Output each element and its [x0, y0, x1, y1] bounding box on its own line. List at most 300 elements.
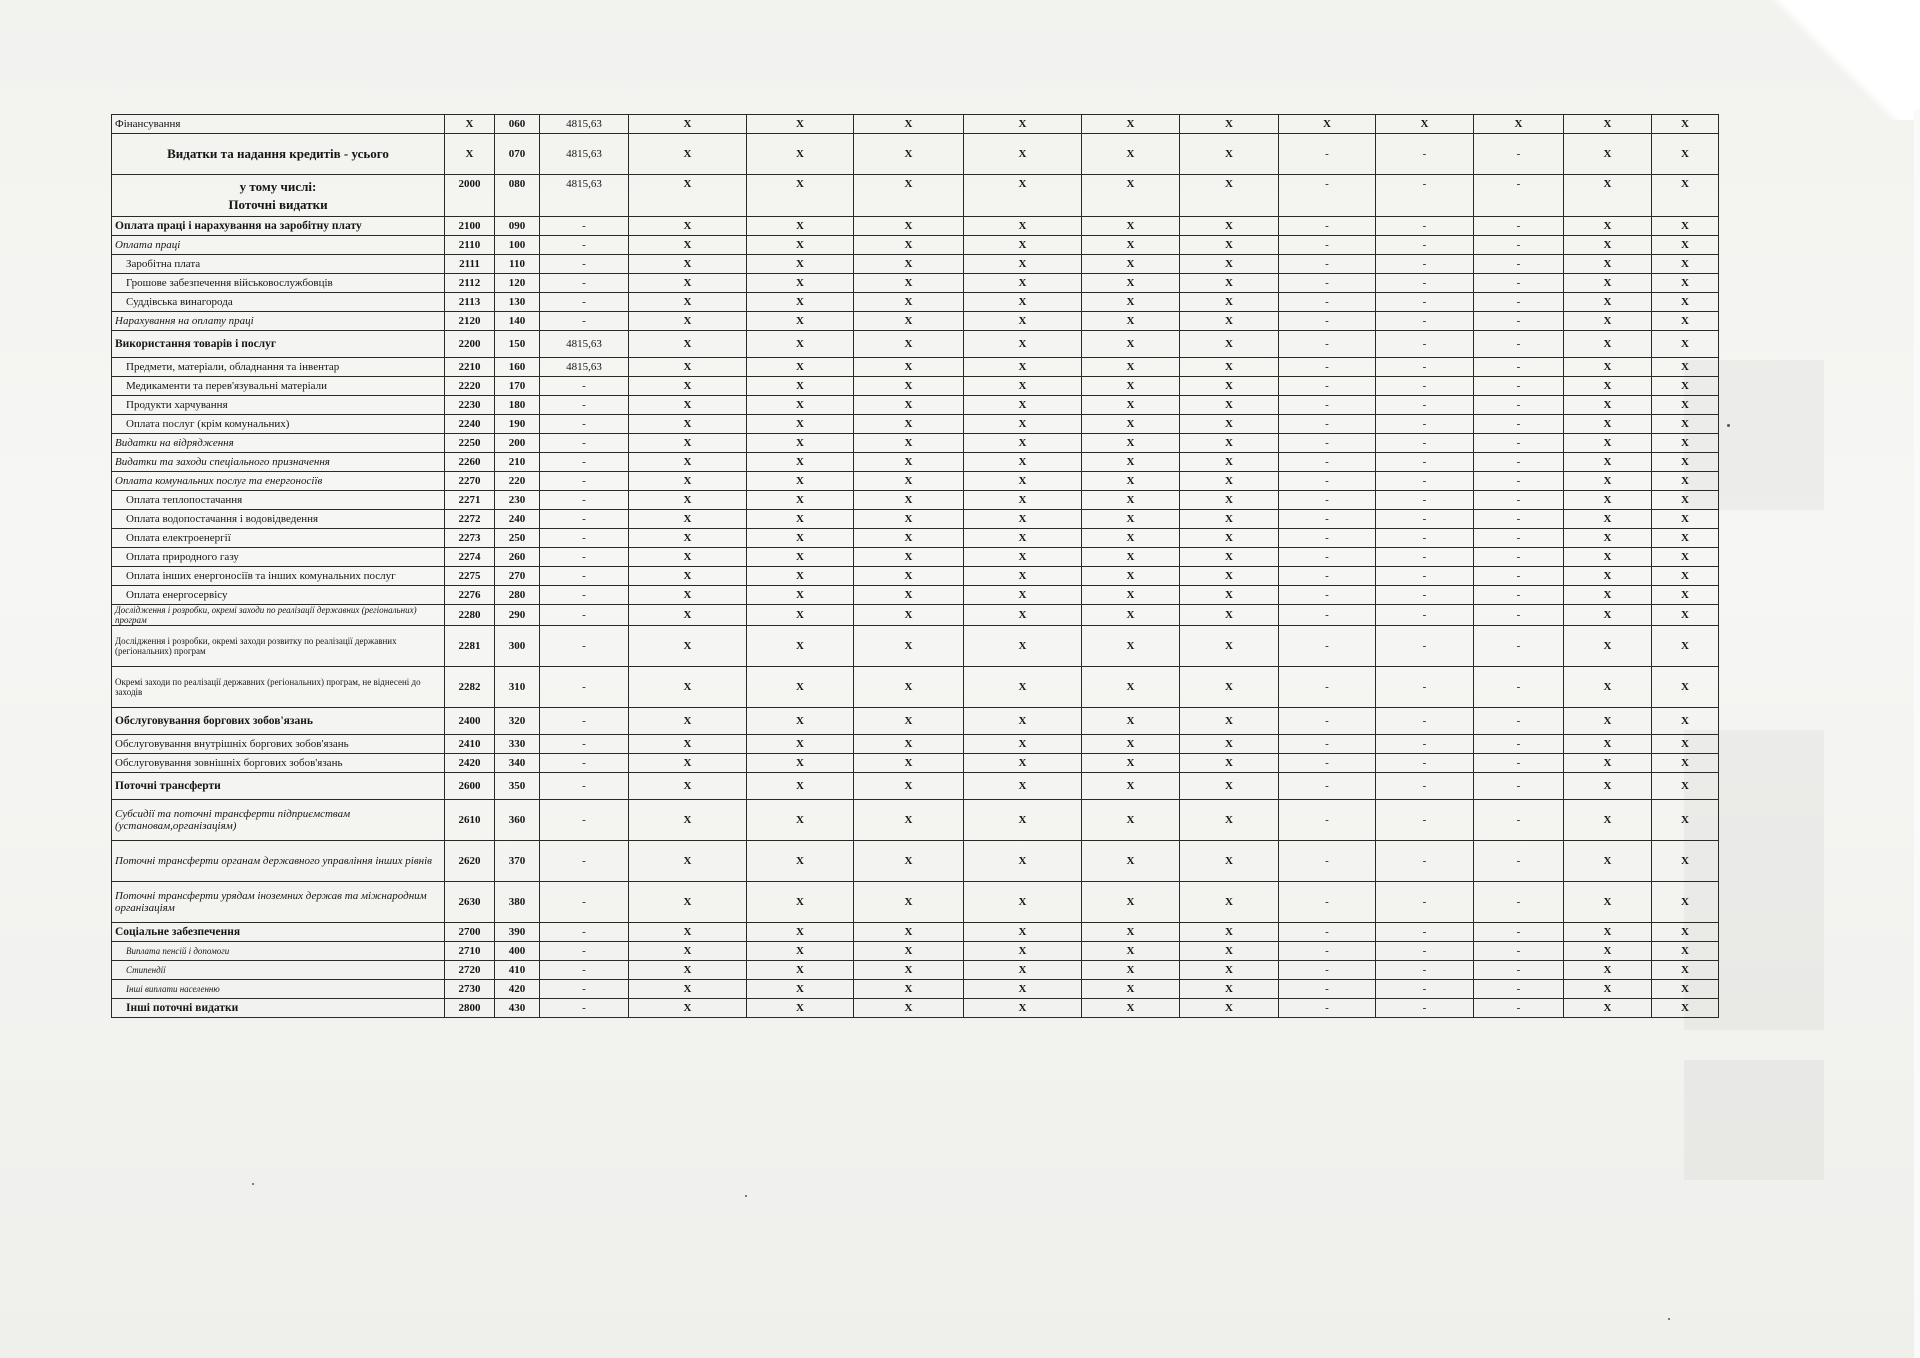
value-cell: X: [1564, 115, 1652, 134]
amount-cell: -: [540, 980, 629, 999]
value-cell: X: [1564, 961, 1652, 980]
value-cell: -: [1279, 434, 1376, 453]
amount-cell: -: [540, 548, 629, 567]
amount-cell: -: [540, 217, 629, 236]
table-row: [112, 980, 1719, 999]
value-cell: X: [747, 293, 854, 312]
value-cell: X: [1180, 396, 1279, 415]
table-row: [112, 586, 1719, 605]
amount-cell: -: [540, 708, 629, 735]
value-cell: X: [1652, 548, 1719, 567]
row-label: Суддівська винагорода: [112, 293, 445, 312]
value-cell: X: [964, 605, 1082, 626]
value-cell: -: [1474, 274, 1564, 293]
value-cell: X: [854, 175, 964, 217]
amount-cell: -: [540, 942, 629, 961]
value-cell: X: [629, 331, 747, 358]
table-row: [112, 626, 1719, 667]
value-cell: -: [1279, 453, 1376, 472]
value-cell: X: [1180, 377, 1279, 396]
value-cell: X: [1564, 312, 1652, 331]
value-cell: -: [1279, 567, 1376, 586]
amount-cell: -: [540, 961, 629, 980]
value-cell: X: [629, 453, 747, 472]
show-through-text: [1684, 1060, 1824, 1180]
kekv-code: 2271: [445, 491, 495, 510]
value-cell: X: [1082, 735, 1180, 754]
value-cell: -: [1376, 510, 1474, 529]
value-cell: X: [964, 735, 1082, 754]
value-cell: -: [1279, 510, 1376, 529]
value-cell: X: [1652, 377, 1719, 396]
value-cell: X: [854, 667, 964, 708]
value-cell: -: [1474, 800, 1564, 841]
amount-cell: -: [540, 567, 629, 586]
value-cell: X: [747, 942, 854, 961]
value-cell: X: [1376, 115, 1474, 134]
table-row: [112, 134, 1719, 175]
value-cell: -: [1376, 548, 1474, 567]
value-cell: -: [1376, 434, 1474, 453]
value-cell: X: [629, 510, 747, 529]
value-cell: -: [1474, 754, 1564, 773]
value-cell: X: [1652, 754, 1719, 773]
value-cell: X: [854, 377, 964, 396]
value-cell: X: [1082, 754, 1180, 773]
value-cell: X: [1652, 586, 1719, 605]
kekv-code: 2720: [445, 961, 495, 980]
value-cell: X: [854, 961, 964, 980]
value-cell: X: [629, 961, 747, 980]
value-cell: -: [1376, 529, 1474, 548]
value-cell: X: [1180, 961, 1279, 980]
value-cell: -: [1376, 923, 1474, 942]
kekv-code: 2420: [445, 754, 495, 773]
value-cell: X: [1564, 626, 1652, 667]
value-cell: X: [964, 961, 1082, 980]
value-cell: X: [629, 942, 747, 961]
value-cell: X: [747, 358, 854, 377]
value-cell: X: [964, 882, 1082, 923]
kekv-code: 2630: [445, 882, 495, 923]
kekv-code: 2111: [445, 255, 495, 274]
value-cell: X: [1180, 312, 1279, 331]
value-cell: X: [854, 841, 964, 882]
value-cell: -: [1474, 923, 1564, 942]
value-cell: X: [964, 434, 1082, 453]
value-cell: X: [1564, 472, 1652, 491]
value-cell: X: [1082, 980, 1180, 999]
value-cell: X: [747, 510, 854, 529]
kekv-code: 2700: [445, 923, 495, 942]
value-cell: X: [1180, 358, 1279, 377]
value-cell: X: [964, 377, 1082, 396]
amount-cell: -: [540, 841, 629, 882]
value-cell: X: [629, 841, 747, 882]
value-cell: X: [964, 115, 1082, 134]
value-cell: X: [1180, 980, 1279, 999]
value-cell: X: [629, 396, 747, 415]
row-label: Поточні трансферти органам державного управління інших рівнів: [112, 841, 445, 882]
row-label: Оплата праці: [112, 236, 445, 255]
table-row: [112, 529, 1719, 548]
value-cell: X: [1564, 453, 1652, 472]
value-cell: X: [1180, 882, 1279, 923]
kekv-code: X: [445, 115, 495, 134]
value-cell: X: [747, 134, 854, 175]
row-code: 090: [495, 217, 540, 236]
kekv-code: 2282: [445, 667, 495, 708]
value-cell: X: [854, 510, 964, 529]
amount-cell: -: [540, 236, 629, 255]
value-cell: -: [1474, 293, 1564, 312]
row-label: Субсидії та поточні трансферти підприємствам (установам,організаціям): [112, 800, 445, 841]
value-cell: X: [1180, 605, 1279, 626]
value-cell: X: [1180, 134, 1279, 175]
table-row: [112, 773, 1719, 800]
value-cell: -: [1474, 567, 1564, 586]
value-cell: X: [854, 773, 964, 800]
value-cell: X: [1082, 841, 1180, 882]
value-cell: -: [1279, 396, 1376, 415]
value-cell: X: [964, 754, 1082, 773]
scan-speck: [745, 1195, 747, 1197]
value-cell: X: [1082, 548, 1180, 567]
table-row: [112, 923, 1719, 942]
value-cell: X: [1652, 217, 1719, 236]
table-row: [112, 667, 1719, 708]
value-cell: X: [854, 800, 964, 841]
value-cell: X: [1652, 415, 1719, 434]
value-cell: X: [854, 293, 964, 312]
value-cell: X: [1564, 415, 1652, 434]
value-cell: -: [1474, 255, 1564, 274]
amount-cell: -: [540, 882, 629, 923]
kekv-code: 2240: [445, 415, 495, 434]
value-cell: X: [1180, 293, 1279, 312]
amount-cell: -: [540, 923, 629, 942]
row-code: 080: [495, 175, 540, 217]
row-label: Поточні трансферти: [112, 773, 445, 800]
value-cell: X: [854, 626, 964, 667]
value-cell: X: [1652, 841, 1719, 882]
value-cell: X: [629, 529, 747, 548]
amount-cell: -: [540, 586, 629, 605]
amount-cell: -: [540, 434, 629, 453]
amount-cell: -: [540, 735, 629, 754]
value-cell: X: [1082, 312, 1180, 331]
row-code: 160: [495, 358, 540, 377]
value-cell: X: [854, 255, 964, 274]
table-row: [112, 567, 1719, 586]
value-cell: X: [747, 415, 854, 434]
value-cell: X: [629, 626, 747, 667]
value-cell: X: [964, 708, 1082, 735]
value-cell: -: [1376, 800, 1474, 841]
kekv-code: 2200: [445, 331, 495, 358]
row-code: 130: [495, 293, 540, 312]
value-cell: X: [1564, 567, 1652, 586]
value-cell: X: [854, 274, 964, 293]
value-cell: X: [964, 586, 1082, 605]
row-label: Дослідження і розробки, окремі заходи розвитку по реалізації державних (регіональних) програм: [112, 626, 445, 667]
amount-cell: 4815,63: [540, 134, 629, 175]
value-cell: -: [1279, 586, 1376, 605]
value-cell: X: [964, 453, 1082, 472]
amount-cell: -: [540, 377, 629, 396]
value-cell: X: [964, 841, 1082, 882]
value-cell: X: [629, 586, 747, 605]
paper-edge: [1914, 110, 1920, 1358]
kekv-code: 2220: [445, 377, 495, 396]
value-cell: -: [1474, 377, 1564, 396]
kekv-code: 2273: [445, 529, 495, 548]
value-cell: X: [964, 255, 1082, 274]
value-cell: -: [1474, 415, 1564, 434]
kekv-code: 2281: [445, 626, 495, 667]
row-label: Продукти харчування: [112, 396, 445, 415]
value-cell: X: [747, 312, 854, 331]
amount-cell: 4815,63: [540, 358, 629, 377]
value-cell: X: [1180, 626, 1279, 667]
row-label: Грошове забезпечення військовослужбовців: [112, 274, 445, 293]
value-cell: X: [964, 980, 1082, 999]
value-cell: X: [1082, 255, 1180, 274]
value-cell: X: [1180, 773, 1279, 800]
kekv-code: 2400: [445, 708, 495, 735]
value-cell: X: [1652, 942, 1719, 961]
value-cell: -: [1474, 980, 1564, 999]
value-cell: -: [1279, 735, 1376, 754]
value-cell: -: [1279, 882, 1376, 923]
value-cell: X: [747, 626, 854, 667]
value-cell: -: [1279, 312, 1376, 331]
value-cell: X: [1564, 255, 1652, 274]
value-cell: X: [964, 626, 1082, 667]
value-cell: X: [1564, 708, 1652, 735]
value-cell: X: [1652, 134, 1719, 175]
value-cell: X: [629, 735, 747, 754]
value-cell: X: [747, 667, 854, 708]
value-cell: X: [629, 358, 747, 377]
value-cell: -: [1376, 293, 1474, 312]
value-cell: X: [1180, 754, 1279, 773]
kekv-code: 2730: [445, 980, 495, 999]
table-row: [112, 754, 1719, 773]
value-cell: -: [1376, 980, 1474, 999]
value-cell: X: [747, 274, 854, 293]
kekv-code: 2275: [445, 567, 495, 586]
value-cell: X: [854, 472, 964, 491]
value-cell: X: [1564, 491, 1652, 510]
value-cell: X: [1082, 377, 1180, 396]
value-cell: X: [1564, 773, 1652, 800]
value-cell: -: [1279, 358, 1376, 377]
row-label: Предмети, матеріали, обладнання та інвентар: [112, 358, 445, 377]
value-cell: X: [629, 115, 747, 134]
value-cell: X: [1564, 134, 1652, 175]
value-cell: -: [1376, 882, 1474, 923]
value-cell: X: [629, 377, 747, 396]
table-row: [112, 999, 1719, 1018]
kekv-code: 2110: [445, 236, 495, 255]
value-cell: X: [747, 115, 854, 134]
value-cell: X: [1564, 529, 1652, 548]
value-cell: X: [1180, 567, 1279, 586]
kekv-code: 2230: [445, 396, 495, 415]
kekv-code: 2250: [445, 434, 495, 453]
value-cell: X: [747, 567, 854, 586]
table-row: [112, 548, 1719, 567]
value-cell: X: [629, 548, 747, 567]
value-cell: X: [747, 529, 854, 548]
value-cell: -: [1376, 331, 1474, 358]
row-code: 210: [495, 453, 540, 472]
value-cell: X: [747, 708, 854, 735]
amount-cell: -: [540, 626, 629, 667]
value-cell: X: [629, 255, 747, 274]
value-cell: X: [964, 942, 1082, 961]
value-cell: -: [1279, 236, 1376, 255]
value-cell: X: [629, 312, 747, 331]
kekv-code: 2112: [445, 274, 495, 293]
value-cell: X: [1180, 331, 1279, 358]
amount-cell: -: [540, 472, 629, 491]
value-cell: X: [854, 358, 964, 377]
row-code: 430: [495, 999, 540, 1018]
value-cell: X: [1652, 453, 1719, 472]
value-cell: X: [747, 472, 854, 491]
value-cell: -: [1279, 667, 1376, 708]
table-row: [112, 293, 1719, 312]
row-label: Оплата енергосервісу: [112, 586, 445, 605]
amount-cell: -: [540, 274, 629, 293]
kekv-code: 2800: [445, 999, 495, 1018]
value-cell: -: [1279, 293, 1376, 312]
amount-cell: -: [540, 773, 629, 800]
value-cell: -: [1279, 841, 1376, 882]
value-cell: -: [1376, 754, 1474, 773]
value-cell: X: [1652, 510, 1719, 529]
row-label: Поточні трансферти урядам іноземних держав та міжнародним організаціям: [112, 882, 445, 923]
value-cell: -: [1376, 472, 1474, 491]
kekv-code: 2210: [445, 358, 495, 377]
row-code: 170: [495, 377, 540, 396]
value-cell: X: [629, 236, 747, 255]
row-code: 390: [495, 923, 540, 942]
value-cell: X: [1279, 115, 1376, 134]
value-cell: X: [1180, 667, 1279, 708]
budget-table-wrapper: [111, 114, 1708, 1018]
value-cell: -: [1279, 754, 1376, 773]
value-cell: X: [1082, 453, 1180, 472]
value-cell: X: [1180, 800, 1279, 841]
value-cell: X: [854, 529, 964, 548]
amount-cell: -: [540, 510, 629, 529]
value-cell: X: [1180, 274, 1279, 293]
value-cell: X: [629, 800, 747, 841]
table-row: [112, 800, 1719, 841]
row-code: 340: [495, 754, 540, 773]
row-code: 220: [495, 472, 540, 491]
value-cell: -: [1279, 529, 1376, 548]
value-cell: X: [1082, 961, 1180, 980]
amount-cell: -: [540, 491, 629, 510]
value-cell: X: [964, 236, 1082, 255]
value-cell: -: [1474, 472, 1564, 491]
table-row: [112, 942, 1719, 961]
value-cell: X: [1652, 800, 1719, 841]
value-cell: X: [629, 491, 747, 510]
row-label: Інші поточні видатки: [112, 999, 445, 1018]
value-cell: X: [629, 134, 747, 175]
amount-cell: 4815,63: [540, 175, 629, 217]
value-cell: X: [747, 453, 854, 472]
value-cell: -: [1376, 312, 1474, 331]
value-cell: -: [1474, 548, 1564, 567]
value-cell: -: [1474, 529, 1564, 548]
value-cell: -: [1279, 800, 1376, 841]
table-row: [112, 510, 1719, 529]
row-code: 400: [495, 942, 540, 961]
table-row: [112, 396, 1719, 415]
value-cell: X: [1652, 293, 1719, 312]
value-cell: X: [1180, 510, 1279, 529]
value-cell: X: [1564, 331, 1652, 358]
value-cell: X: [964, 293, 1082, 312]
value-cell: X: [1564, 236, 1652, 255]
value-cell: -: [1376, 708, 1474, 735]
value-cell: X: [854, 923, 964, 942]
table-row: [112, 472, 1719, 491]
value-cell: X: [1564, 754, 1652, 773]
value-cell: X: [964, 472, 1082, 491]
value-cell: X: [1082, 236, 1180, 255]
value-cell: -: [1376, 217, 1474, 236]
value-cell: X: [629, 754, 747, 773]
row-label: Соціальне забезпечення: [112, 923, 445, 942]
value-cell: X: [1082, 586, 1180, 605]
row-label: Оплата теплопостачання: [112, 491, 445, 510]
value-cell: -: [1376, 942, 1474, 961]
value-cell: X: [1082, 274, 1180, 293]
value-cell: X: [1082, 510, 1180, 529]
value-cell: -: [1474, 882, 1564, 923]
value-cell: X: [1082, 415, 1180, 434]
value-cell: X: [964, 999, 1082, 1018]
row-code: 260: [495, 548, 540, 567]
value-cell: -: [1279, 605, 1376, 626]
value-cell: X: [1082, 626, 1180, 667]
value-cell: -: [1474, 667, 1564, 708]
kekv-code: 2274: [445, 548, 495, 567]
value-cell: X: [1652, 434, 1719, 453]
value-cell: -: [1279, 134, 1376, 175]
value-cell: X: [1082, 882, 1180, 923]
value-cell: X: [1564, 942, 1652, 961]
table-row: [112, 217, 1719, 236]
value-cell: X: [1082, 472, 1180, 491]
value-cell: X: [629, 567, 747, 586]
value-cell: X: [1652, 626, 1719, 667]
value-cell: X: [1082, 942, 1180, 961]
value-cell: X: [747, 491, 854, 510]
value-cell: -: [1279, 491, 1376, 510]
value-cell: X: [854, 882, 964, 923]
value-cell: X: [1082, 800, 1180, 841]
value-cell: X: [964, 331, 1082, 358]
value-cell: X: [854, 312, 964, 331]
